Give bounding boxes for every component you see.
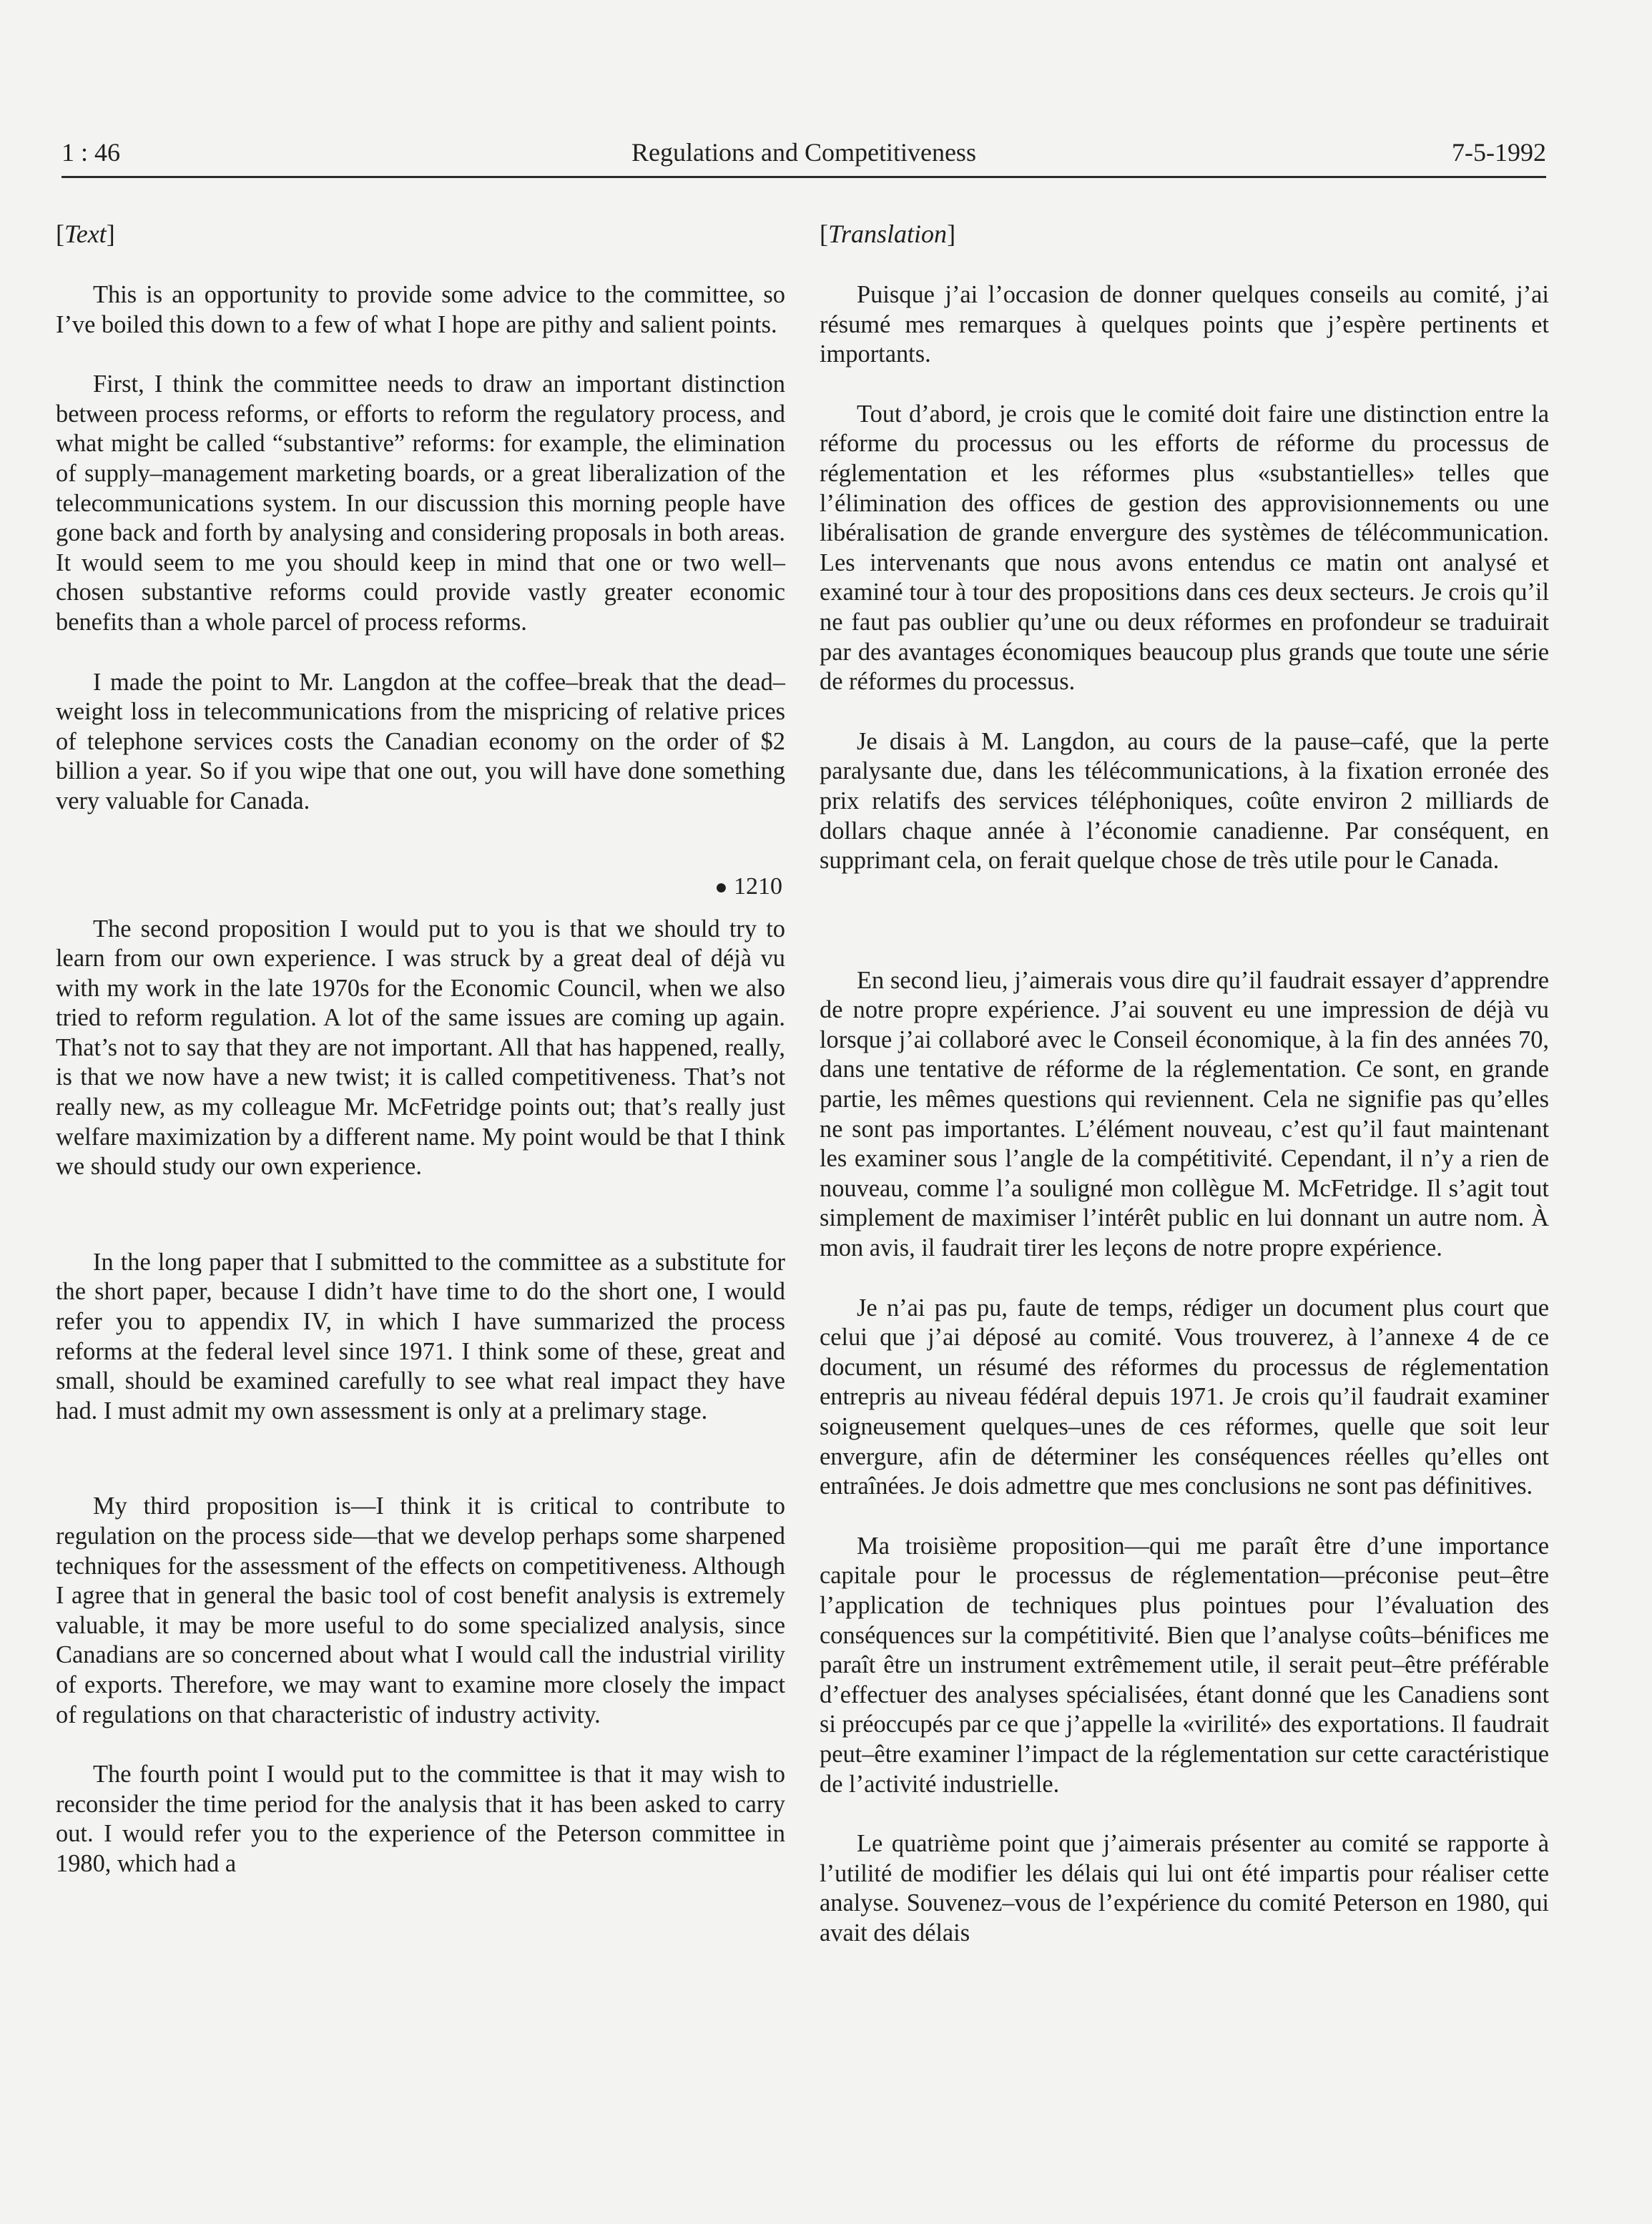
paragraph: Le quatrième point que j’aimerais présenter au comité se rapporte à l’utilité de modifier les délais qui lui ont été impartis pour réaliser cette analyse. Souvenez–vous de l’expérience du comité Peterson en 1980, qui avait des délais	[820, 1830, 1549, 1947]
running-title: Regulations and Competitiveness	[631, 138, 976, 167]
paragraph: Puisque j’ai l’occasion de donner quelques conseils au comité, j’ai résumé mes remarques à quelques points que j’espère pertinents et importants.	[820, 281, 1549, 368]
paragraph: Tout d’abord, je crois que le comité doit faire une distinction entre la réforme du processus ou les efforts de réforme du processus de réglementation et les réformes plus «substantielles» telles que l’élimination des offices de gestion des approvisionnements ou une libéralisation de grande envergure des systèmes de télécommunication. Les intervenants que nous avons entendus ce matin ont analysé et examiné tour à tour des propositions dans ces deux secteurs. Je crois qu’il ne faut pas oublier qu’une ou deux réformes en profondeur se traduirait par des avantages économiques beaucoup plus grands que toute une série de réformes du processus.	[820, 400, 1549, 696]
paragraph: In the long paper that I submitted to the committee as a substitute for the short paper, because I didn’t have time to do the short one, I would refer you to appendix IV, in which I have summarized the process reforms at the federal level since 1971. I think some of these, great and small, should be examined carefully to see what real impact they have had. I must admit my own assessment is only at a prelimary stage.	[56, 1248, 785, 1425]
paragraph: Ma troisième proposition—qui me paraît être d’une importance capitale pour le processus de réglementation—préconise peut–être l’application de techniques plus pointues pour l’évaluation des conséquences sur la compétitivité. Bien que l’analyse coûts–bénifices me paraît être un instrument extrêmement utile, il serait peut–être préférable d’effectuer des analyses spécialisées, étant donné que les Canadiens sont si préoccupés par ce que j’appelle la «virilité» des exportations. Il faudrait peut–être examiner l’impact de la réglementation sur cette caractéristique de l’activité industrielle.	[820, 1532, 1549, 1798]
column-label-text: [Text]	[56, 220, 115, 248]
paragraph: Je n’ai pas pu, faute de temps, rédiger un document plus court que celui que j’ai déposé au comité. Vous trouverez, à l’annexe 4 de ce document, un résumé des réformes du processus de réglementation entrepris au niveau fédéral depuis 1971. Je crois qu’il faudrait examiner soigneusement quelques–unes de ces réformes, quelle que soit leur envergure, afin de déterminer les conséquences réelles qu’elles ont entraînées. Je dois admettre que mes conclusions ne sont pas définitives.	[820, 1294, 1549, 1500]
text-column-french	[820, 219, 1549, 1979]
paragraph: First, I think the committee needs to draw an important distinction between process reforms, or efforts to reform the regulatory process, and what might be called “substantive” reforms: for example, the elimination of supply–management marketing boards, or a great liberalization of the telecommunications system. In our discussion this morning people have gone back and forth by analysing and considering proposals in both areas. It would seem to me you should keep in mind that one or two well–chosen substantive reforms could provide vastly greater economic benefits than a whole parcel of process reforms.	[56, 370, 785, 636]
paragraph: The second proposition I would put to you is that we should try to learn from our own experience. I was struck by a great deal of déjà vu with my work in the late 1970s for the Economic Council, when we also tried to reform regulation. A lot of the same issues are coming up again. That’s not to say that they are not important. All that has happened, really, is that we now have a new twist; it is called competitiveness. That’s not really new, as my colleague Mr. McFetridge points out; that’s really just welfare maximization by a different name. My point would be that I think we should study our own experience.	[56, 915, 785, 1181]
paragraph: En second lieu, j’aimerais vous dire qu’il faudrait essayer d’apprendre de notre propre expérience. J’ai souvent eu une impression de déjà vu lorsque j’ai collaboré avec le Conseil économique, à la fin des années 70, dans une tentative de réforme de la réglementation. Ce sont, en grande partie, les mêmes questions qui reviennent. Cela ne signifie pas qu’elles ne sont pas importantes. L’élément nouveau, c’est qu’il faut maintenant les examiner sous l’angle de la compétitivité. Cependant, il n’y a rien de nouveau, comme l’a souligné mon collègue M. McFetridge. Il s’agit tout simplement de maximiser l’intérêt public en lui donnant un autre nom. À mon avis, il faudrait tirer les leçons de notre propre expérience.	[820, 966, 1549, 1262]
paragraph: I made the point to Mr. Langdon at the coffee–break that the dead–weight loss in telecommunications from the mispricing of relative prices of telephone services costs the Canadian economy on the order of $2 billion a year. So if you wipe that one out, you will have done something very valuable for Canada.	[56, 668, 785, 815]
paragraph: The fourth point I would put to the committee is that it may wish to reconsider the time period for the analysis that it has been asked to carry out. I would refer you to the experience of the Peterson committee in 1980, which had a	[56, 1761, 785, 1877]
column-label-translation: [Translation]	[820, 220, 956, 248]
paragraph: This is an opportunity to provide some advice to the committee, so I’ve boiled this down to a few of what I hope are pithy and salient points.	[56, 281, 785, 338]
page-number: 1 : 46	[62, 138, 121, 167]
time-marker: ● 1210	[714, 872, 782, 900]
paragraph: My third proposition is—I think it is critical to contribute to regulation on the process side—that we develop perhaps some sharpened techniques for the assessment of the effects on competitiveness. Although I agree that in general the basic tool of cost benefit analysis is extremely valuable, it may be more useful to do some specialized analysis, since Canadians are so concerned about what I would call the industrial virility of exports. Therefore, we may want to examine more closely the impact of regulations on that characteristic of industry activity.	[56, 1492, 785, 1728]
paragraph: Je disais à M. Langdon, au cours de la pause–café, que la perte paralysante due, dans les télécommunications, à la fixation erronée des prix relatifs des services téléphoniques, coûte environ 2 milliards de dollars chaque année à l’économie canadienne. Par conséquent, en supprimant cela, on ferait quelque chose de très utile pour le Canada.	[820, 727, 1549, 875]
text-column-english	[56, 219, 785, 1909]
bullet-icon: ●	[714, 875, 728, 899]
running-header	[62, 134, 1546, 178]
header-date: 7-5-1992	[1452, 138, 1546, 167]
